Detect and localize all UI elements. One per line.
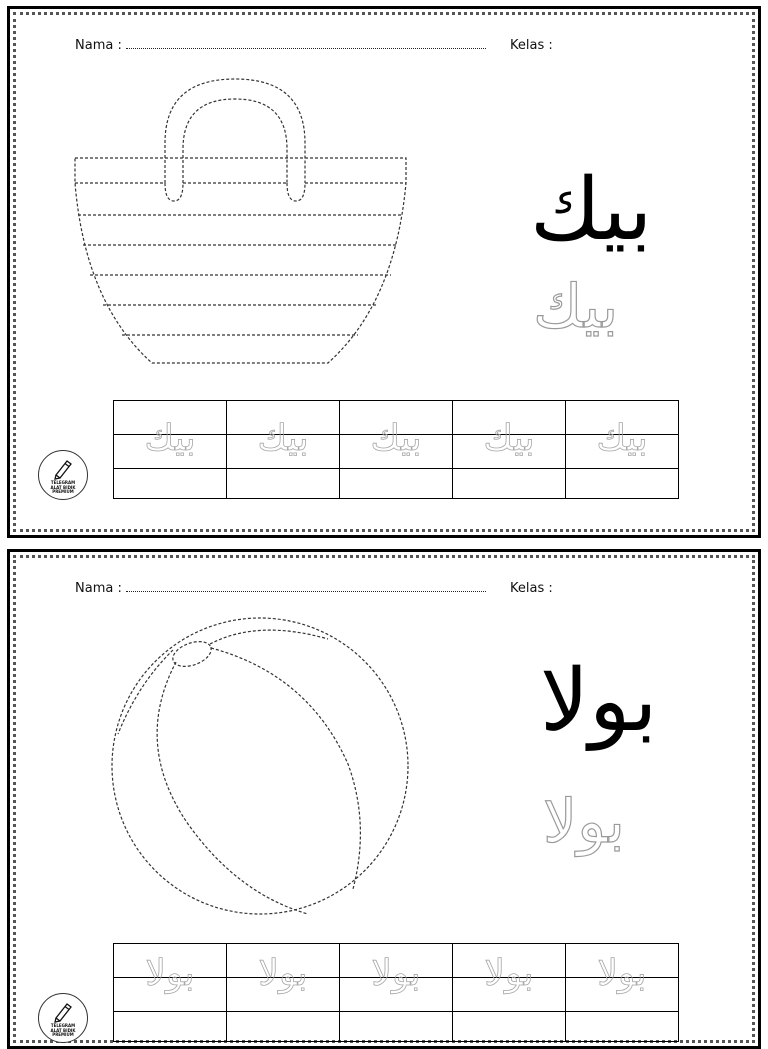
grid-cell[interactable] (227, 953, 340, 1012)
grid-trace-word: بولا (258, 953, 308, 994)
word-solid: بيك (530, 160, 653, 260)
grid-cell[interactable] (566, 469, 679, 499)
worksheet-ball (7, 549, 761, 1049)
word-trace: بولا (543, 787, 625, 857)
tracing-grid (113, 943, 679, 1042)
class-label: Kelas : (510, 38, 553, 53)
grid-cell[interactable] (566, 953, 679, 1012)
bag-icon (70, 73, 410, 373)
grid-trace-word: بولا (371, 953, 421, 994)
grid-cell[interactable] (227, 418, 340, 469)
grid-cell[interactable] (453, 418, 566, 469)
grid-trace-word: بولا (597, 953, 647, 994)
word-solid: بولا (540, 651, 658, 751)
name-label: Nama : (75, 38, 122, 53)
name-blank[interactable] (126, 581, 486, 592)
grid-cell[interactable] (340, 469, 453, 499)
grid-cell[interactable] (453, 953, 566, 1012)
class-field (510, 581, 553, 596)
grid-cell[interactable] (340, 1012, 453, 1042)
brand-logo (38, 450, 88, 500)
grid-cell[interactable] (227, 469, 340, 499)
name-field (75, 581, 486, 596)
grid-cell[interactable] (340, 418, 453, 469)
name-field (75, 38, 486, 53)
tracing-grid (113, 400, 679, 499)
ball-icon (108, 614, 412, 918)
brand-logo (38, 993, 88, 1043)
class-label: Kelas : (510, 581, 553, 596)
name-label: Nama : (75, 581, 122, 596)
grid-cell[interactable] (566, 418, 679, 469)
grid-trace-word: بولا (145, 953, 195, 994)
grid-cell[interactable] (114, 953, 227, 1012)
grid-trace-word: بيك (257, 418, 309, 459)
grid-trace-word: بولا (484, 953, 534, 994)
grid-cell[interactable] (566, 1012, 679, 1042)
grid-trace-word: بيك (144, 418, 196, 459)
word-trace: بيك (533, 272, 619, 342)
grid-cell[interactable] (114, 418, 227, 469)
name-blank[interactable] (126, 38, 486, 49)
grid-trace-word: بيك (596, 418, 648, 459)
grid-cell[interactable] (114, 469, 227, 499)
grid-cell[interactable] (227, 1012, 340, 1042)
grid-cell[interactable] (114, 1012, 227, 1042)
pencil-icon (53, 1000, 73, 1022)
grid-trace-word: بيك (483, 418, 535, 459)
class-field (510, 38, 553, 53)
grid-trace-word: بيك (370, 418, 422, 459)
worksheet-bag (7, 6, 761, 538)
pencil-icon (53, 457, 73, 479)
logo-text: TELEGRAM ALAT BIDIK PREMIUM (50, 1023, 76, 1037)
grid-cell[interactable] (340, 953, 453, 1012)
grid-cell[interactable] (453, 469, 566, 499)
logo-text: TELEGRAM ALAT BIDIK PREMIUM (50, 480, 76, 494)
grid-cell[interactable] (453, 1012, 566, 1042)
